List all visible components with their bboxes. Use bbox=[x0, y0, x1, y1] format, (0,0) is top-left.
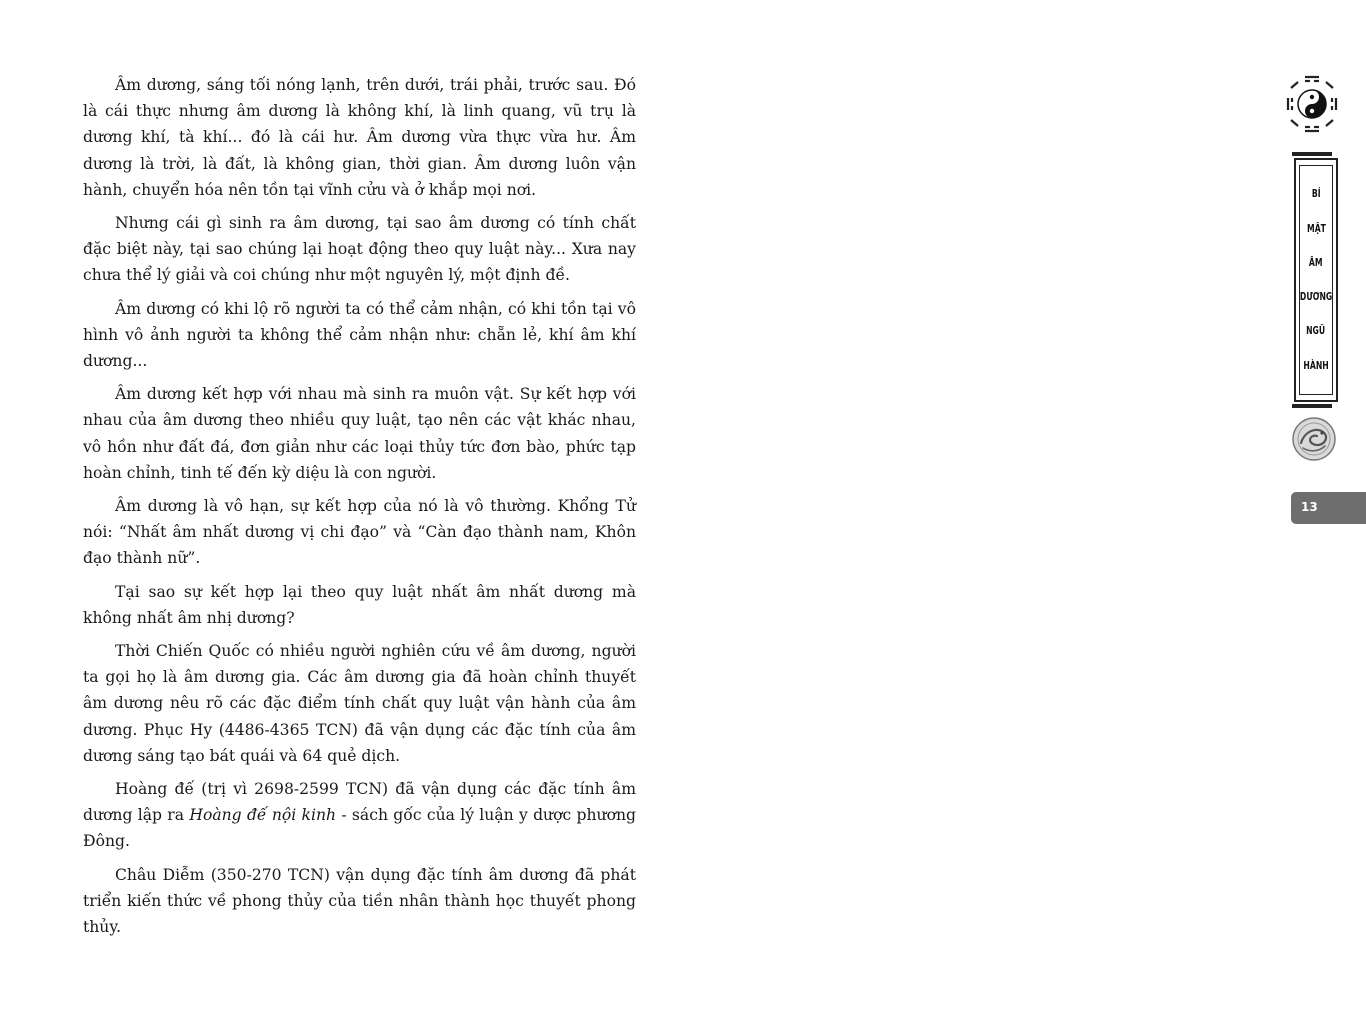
book-title-words bbox=[1299, 165, 1333, 395]
title-box-bottom-cap bbox=[1292, 404, 1332, 408]
paragraph-6: Tại sao sự kết hợp lại theo quy luật nhất âm nhất dương mà không nhất âm nhị dương? bbox=[83, 582, 636, 627]
dragon-medallion-icon bbox=[1291, 416, 1337, 462]
title-word-2: MẬT bbox=[1306, 221, 1326, 235]
paragraph-9: Châu Diễm (350-270 TCN) vận dụng đặc tính âm dương đã phát triển kiến thức về phong thủy của tiền nhân thành học thuyết phong thủy. bbox=[83, 865, 636, 937]
book-title-italic: Hoàng đế nội kinh bbox=[189, 806, 337, 825]
taiji-bagua-icon bbox=[1285, 74, 1339, 134]
title-word-6: HÀNH bbox=[1303, 358, 1329, 372]
paragraph-1: Âm dương, sáng tối nóng lạnh, trên dưới, trái phải, trước sau. Đó là cái thực nhưng âm dương là không khí, là linh quang, vũ trụ là dương khí, tà khí... đó là cái hư. Âm dương vừa thực vừa hư. Âm dương là trời, là đất, là không gian, thời gian. Âm dương luôn vận hành, chuyển hóa nên tồn tại vĩnh cửu và ở khắp mọi nơi. bbox=[83, 76, 636, 199]
sidebar bbox=[640, 0, 1333, 1017]
title-box-top-cap bbox=[1292, 152, 1332, 156]
paragraph-4: Âm dương kết hợp với nhau mà sinh ra muôn vật. Sự kết hợp với nhau của âm dương theo nhiều quy luật, tạo nên các vật khác nhau, vô hồn như đất đá, đơn giản như các loại thủy tức đơn bào, phức tạp hoàn chỉnh, tinh tế đến kỳ diệu là con người. bbox=[83, 385, 636, 482]
title-word-4: DƯƠNG bbox=[1299, 290, 1333, 304]
title-word-3: ÂM bbox=[1309, 255, 1323, 269]
paragraph-8-text-b: - sách gốc của lý luận y dược phương Đông. bbox=[83, 806, 636, 851]
paragraph-8 bbox=[83, 776, 636, 855]
title-word-5: NGŨ bbox=[1306, 324, 1326, 338]
book-title-box bbox=[1294, 158, 1338, 402]
page-number-tab bbox=[1291, 492, 1366, 524]
paragraph-7: Thời Chiến Quốc có nhiều người nghiên cứu về âm dương, người ta gọi họ là âm dương gia. Các âm dương gia đã hoàn chỉnh thuyết âm dương nêu rõ các đặc điểm tính chất quy luật vận hành của âm dương. Phục Hy (4486-4365 TCN) đã vận dụng các đặc tính của âm dương sáng tạo bát quái và 64 quẻ dịch. bbox=[83, 642, 636, 765]
title-word-1: BÍ bbox=[1311, 187, 1321, 201]
paragraph-5: Âm dương là vô hạn, sự kết hợp của nó là vô thường. Khổng Tử nói: “Nhất âm nhất dương vị chi đạo” và “Càn đạo thành nam, Khôn đạo thành nữ”. bbox=[83, 497, 636, 568]
paragraph-8-text-a: Hoàng đế (trị vì 2698-2599 TCN) đã vận dụng các đặc tính âm dương lập ra bbox=[83, 780, 636, 825]
page-number: 13 bbox=[1301, 500, 1318, 514]
paragraph-3: Âm dương có khi lộ rõ người ta có thể cảm nhận, có khi tồn tại vô hình vô ảnh người ta không thể cảm nhận như: chẵn lẻ, khí âm khí dương... bbox=[83, 299, 636, 371]
paragraph-2: Nhưng cái gì sinh ra âm dương, tại sao âm dương có tính chất đặc biệt này, tại sao chúng lại hoạt động theo quy luật này... Xưa nay chưa thể lý giải và coi chúng như một nguyên lý, một định đề. bbox=[83, 214, 636, 285]
body-text bbox=[83, 72, 636, 947]
